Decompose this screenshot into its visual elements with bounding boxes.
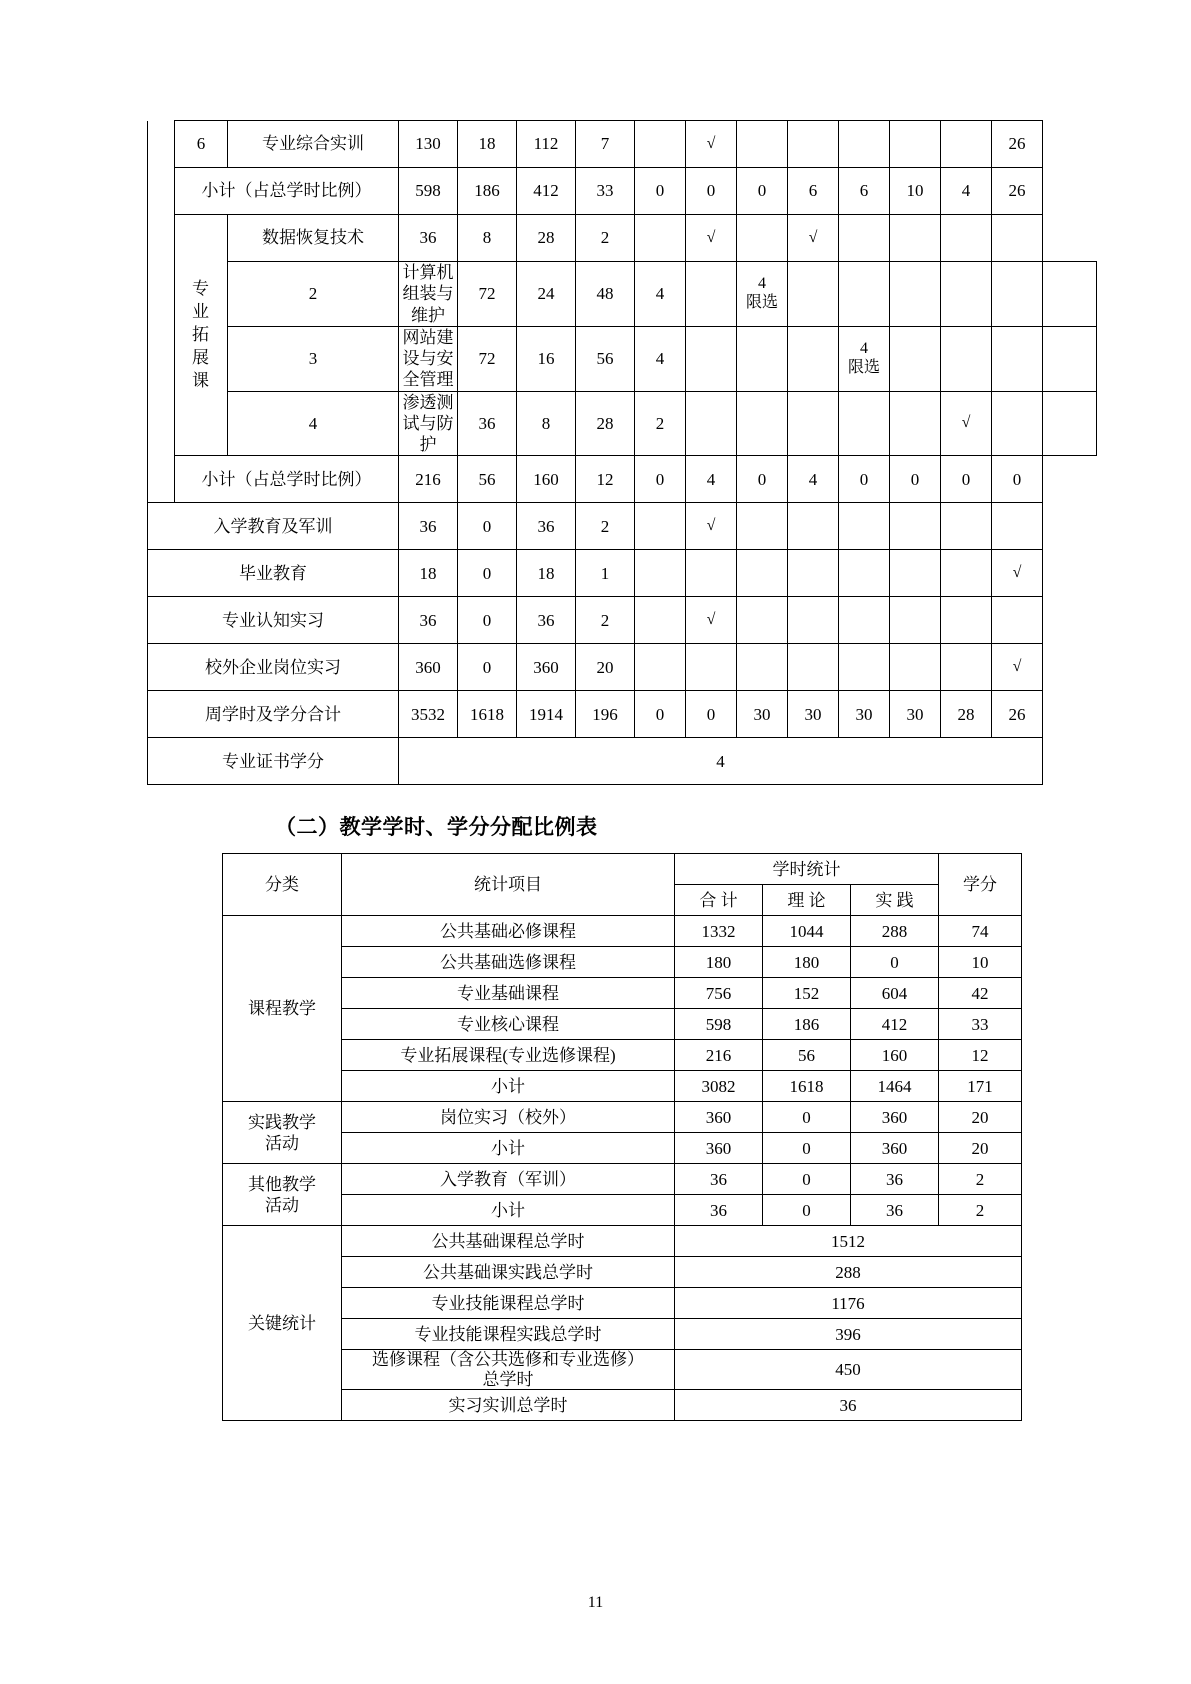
stat-practice: 604	[851, 978, 939, 1009]
semester-8: √	[992, 644, 1043, 691]
total-hours: 130	[399, 121, 458, 168]
course-name: 数据恢复技术	[228, 215, 399, 262]
table-row	[148, 691, 1097, 738]
table-row	[148, 262, 1097, 327]
semester-5	[890, 391, 941, 456]
semester-4	[839, 262, 890, 327]
semester-4: 4 限选	[839, 326, 890, 391]
header-hours-group: 学时统计	[675, 854, 939, 885]
stat-value: 1176	[675, 1288, 1022, 1319]
stat-credit: 33	[939, 1009, 1022, 1040]
semester-5	[839, 121, 890, 168]
semester-5	[839, 644, 890, 691]
total-hours: 360	[399, 644, 458, 691]
table-row	[223, 1164, 1022, 1195]
stat-value: 288	[675, 1257, 1022, 1288]
semester-3	[788, 391, 839, 456]
table-row	[148, 644, 1097, 691]
stat-practice: 412	[851, 1009, 939, 1040]
semester-7: 4	[941, 168, 992, 215]
stat-total: 216	[675, 1040, 763, 1071]
practice-hours: 1914	[517, 691, 576, 738]
semester-7	[941, 121, 992, 168]
header-item: 统计项目	[342, 854, 675, 916]
stat-total: 36	[675, 1195, 763, 1226]
course-name: 专业综合实训	[228, 121, 399, 168]
stat-credit: 42	[939, 978, 1022, 1009]
table-row	[148, 215, 1097, 262]
row-no: 6	[175, 121, 228, 168]
table-row	[223, 916, 1022, 947]
semester-5	[839, 597, 890, 644]
stat-practice: 36	[851, 1195, 939, 1226]
course-name: 渗透测试与防护	[399, 391, 458, 456]
semester-7	[992, 391, 1043, 456]
activity-name: 专业认知实习	[148, 597, 399, 644]
semester-3	[788, 262, 839, 327]
stat-total: 180	[675, 947, 763, 978]
semester-8: 26	[992, 121, 1043, 168]
theory-hours: 56	[458, 456, 517, 503]
semester-2: √	[686, 215, 737, 262]
theory-hours: 0	[458, 597, 517, 644]
practice-hours: 412	[517, 168, 576, 215]
stat-item: 专业拓展课程(专业选修课程)	[342, 1040, 675, 1071]
semester-4	[788, 644, 839, 691]
header-total: 合 计	[675, 885, 763, 916]
semester-1: 0	[635, 691, 686, 738]
semester-4: 6	[788, 168, 839, 215]
table-row	[223, 1102, 1022, 1133]
section-heading: （二）教学学时、学分分配比例表	[275, 815, 598, 840]
stat-total: 1332	[675, 916, 763, 947]
stat-item: 入学教育（军训）	[342, 1164, 675, 1195]
semester-3: 0	[737, 456, 788, 503]
semester-8: √	[992, 550, 1043, 597]
semester-4	[788, 121, 839, 168]
semester-2: √	[686, 597, 737, 644]
semester-3	[737, 121, 788, 168]
semester-2	[737, 326, 788, 391]
stat-item: 公共基础选修课程	[342, 947, 675, 978]
table-row	[223, 947, 1022, 978]
category-other-teaching: 其他教学 活动	[223, 1164, 342, 1226]
semester-5	[890, 262, 941, 327]
semester-4	[839, 391, 890, 456]
semester-7	[941, 597, 992, 644]
stat-theory: 0	[763, 1164, 851, 1195]
semester-8	[992, 215, 1043, 262]
table-row	[223, 1009, 1022, 1040]
semester-7	[941, 503, 992, 550]
semester-1	[686, 262, 737, 327]
table-row	[223, 1071, 1022, 1102]
semester-5	[839, 550, 890, 597]
semester-6	[941, 326, 992, 391]
stat-value: 450	[675, 1350, 1022, 1390]
semester-4: 30	[788, 691, 839, 738]
table-row	[223, 1226, 1022, 1257]
semester-8	[1043, 326, 1097, 391]
practice-hours: 160	[517, 456, 576, 503]
theory-hours: 0	[458, 644, 517, 691]
total-hours: 72	[458, 262, 517, 327]
semester-3	[737, 215, 788, 262]
category-practical-teaching: 实践教学 活动	[223, 1102, 342, 1164]
semester-5	[839, 215, 890, 262]
semester-6	[941, 262, 992, 327]
semester-6: 10	[890, 168, 941, 215]
table-row	[148, 168, 1097, 215]
stat-total: 360	[675, 1102, 763, 1133]
group-label-char: 拓	[192, 324, 210, 344]
table-row	[223, 1195, 1022, 1226]
stat-practice: 288	[851, 916, 939, 947]
practice-hours: 28	[576, 391, 635, 456]
theory-hours: 8	[517, 391, 576, 456]
group-label-char: 专	[192, 278, 210, 298]
semester-3	[737, 503, 788, 550]
theory-hours: 24	[517, 262, 576, 327]
practice-hours: 18	[517, 550, 576, 597]
table-row	[223, 978, 1022, 1009]
stat-theory: 1618	[763, 1071, 851, 1102]
table-row	[148, 391, 1097, 456]
stat-credit: 2	[939, 1195, 1022, 1226]
table-row	[223, 1133, 1022, 1164]
grand-total-label: 周学时及学分合计	[148, 691, 399, 738]
credits: 33	[576, 168, 635, 215]
credits: 20	[576, 644, 635, 691]
certificate-credits-value: 4	[399, 738, 1043, 785]
course-name: 网站建设与安全管理	[399, 326, 458, 391]
group-label-char: 业	[192, 301, 210, 321]
group-label-expansion-courses	[175, 215, 228, 456]
total-hours: 36	[399, 597, 458, 644]
row-no: 2	[228, 262, 399, 327]
semester-5: 6	[839, 168, 890, 215]
semester-3: 0	[737, 168, 788, 215]
practice-hours: 36	[517, 597, 576, 644]
theory-hours: 1618	[458, 691, 517, 738]
semester-1	[635, 215, 686, 262]
semester-4	[788, 503, 839, 550]
semester-8: 0	[992, 456, 1043, 503]
table-row	[148, 121, 1097, 168]
stat-practice: 1464	[851, 1071, 939, 1102]
semester-5	[839, 503, 890, 550]
stat-theory: 0	[763, 1102, 851, 1133]
semester-2: √	[686, 121, 737, 168]
stat-credit: 2	[939, 1164, 1022, 1195]
stat-item: 实习实训总学时	[342, 1390, 675, 1421]
table-header-row	[223, 854, 1022, 885]
semester-6: 30	[890, 691, 941, 738]
credits: 196	[576, 691, 635, 738]
stat-item: 公共基础课程总学时	[342, 1226, 675, 1257]
stat-item: 公共基础课实践总学时	[342, 1257, 675, 1288]
stat-item: 选修课程（含公共选修和专业选修） 总学时	[342, 1350, 675, 1390]
outer-blank-cell	[148, 121, 175, 503]
semester-3	[737, 644, 788, 691]
header-category: 分类	[223, 854, 342, 916]
semester-8	[992, 597, 1043, 644]
semester-7	[941, 550, 992, 597]
stats-table-body	[223, 854, 1022, 1421]
practice-hours: 36	[517, 503, 576, 550]
curriculum-table	[147, 120, 1097, 785]
semester-8: 26	[992, 691, 1043, 738]
semester-8	[1043, 391, 1097, 456]
semester-5: 30	[839, 691, 890, 738]
semester-2: 0	[686, 168, 737, 215]
category-key-statistics: 关键统计	[223, 1226, 342, 1421]
stat-item: 专业技能课程实践总学时	[342, 1319, 675, 1350]
semester-8: 26	[992, 168, 1043, 215]
stat-credit: 20	[939, 1102, 1022, 1133]
semester-4: √	[788, 215, 839, 262]
theory-hours: 18	[458, 121, 517, 168]
semester-3	[737, 597, 788, 644]
semester-2: 4	[686, 456, 737, 503]
stat-item: 小计	[342, 1195, 675, 1226]
semester-5: 0	[839, 456, 890, 503]
semester-1	[635, 503, 686, 550]
total-hours: 72	[458, 326, 517, 391]
stat-theory: 186	[763, 1009, 851, 1040]
semester-7	[992, 262, 1043, 327]
practice-hours: 112	[517, 121, 576, 168]
semester-1: 0	[635, 456, 686, 503]
semester-7	[941, 215, 992, 262]
semester-4	[788, 597, 839, 644]
semester-7	[941, 644, 992, 691]
semester-8	[992, 503, 1043, 550]
table-row	[223, 1319, 1022, 1350]
semester-6: 0	[890, 456, 941, 503]
header-credits: 学分	[939, 854, 1022, 916]
semester-1	[686, 326, 737, 391]
table-row	[223, 1040, 1022, 1071]
hours-credits-statistics-table	[222, 853, 1022, 1421]
semester-1: 0	[635, 168, 686, 215]
total-hours: 3532	[399, 691, 458, 738]
credits: 1	[576, 550, 635, 597]
stat-practice: 360	[851, 1133, 939, 1164]
practice-hours: 360	[517, 644, 576, 691]
stat-total: 3082	[675, 1071, 763, 1102]
credits: 4	[635, 262, 686, 327]
category-course-teaching: 课程教学	[223, 916, 342, 1102]
semester-1	[635, 550, 686, 597]
semester-2	[737, 391, 788, 456]
theory-hours: 16	[517, 326, 576, 391]
group-label-char: 展	[192, 347, 210, 367]
semester-1	[686, 391, 737, 456]
stat-theory: 0	[763, 1195, 851, 1226]
semester-3: 30	[737, 691, 788, 738]
stat-value: 36	[675, 1390, 1022, 1421]
semester-1	[635, 597, 686, 644]
stat-item: 小计	[342, 1071, 675, 1102]
stat-theory: 152	[763, 978, 851, 1009]
subtotal-label: 小计（占总学时比例）	[175, 456, 399, 503]
semester-6	[890, 121, 941, 168]
activity-name: 毕业教育	[148, 550, 399, 597]
stat-credit: 12	[939, 1040, 1022, 1071]
stat-item: 岗位实习（校外）	[342, 1102, 675, 1133]
semester-7	[992, 326, 1043, 391]
semester-4	[788, 550, 839, 597]
stat-practice: 360	[851, 1102, 939, 1133]
activity-name: 校外企业岗位实习	[148, 644, 399, 691]
stat-item: 公共基础必修课程	[342, 916, 675, 947]
theory-hours: 8	[458, 215, 517, 262]
stat-practice: 0	[851, 947, 939, 978]
stat-credit: 20	[939, 1133, 1022, 1164]
total-hours: 36	[458, 391, 517, 456]
stat-item: 专业技能课程总学时	[342, 1288, 675, 1319]
group-label-char: 课	[192, 370, 210, 390]
semester-6	[890, 550, 941, 597]
stat-total: 756	[675, 978, 763, 1009]
semester-2: √	[686, 503, 737, 550]
row-no: 4	[228, 391, 399, 456]
semester-2	[686, 550, 737, 597]
certificate-credits-label: 专业证书学分	[148, 738, 399, 785]
theory-hours: 0	[458, 503, 517, 550]
practice-hours: 28	[517, 215, 576, 262]
table-row	[223, 1288, 1022, 1319]
row-no: 3	[228, 326, 399, 391]
stat-value: 396	[675, 1319, 1022, 1350]
credits: 2	[576, 503, 635, 550]
semester-6	[890, 597, 941, 644]
credits: 2	[576, 215, 635, 262]
credits: 12	[576, 456, 635, 503]
semester-1	[635, 121, 686, 168]
credits: 2	[635, 391, 686, 456]
table-row	[148, 550, 1097, 597]
theory-hours: 0	[458, 550, 517, 597]
stat-theory: 0	[763, 1133, 851, 1164]
table-row	[223, 1350, 1022, 1390]
semester-1	[635, 644, 686, 691]
stat-credit: 171	[939, 1071, 1022, 1102]
semester-7: 0	[941, 456, 992, 503]
stat-total: 360	[675, 1133, 763, 1164]
semester-6	[890, 215, 941, 262]
total-hours: 18	[399, 550, 458, 597]
semester-6	[890, 644, 941, 691]
stat-item: 小计	[342, 1133, 675, 1164]
table-row	[223, 1257, 1022, 1288]
stat-credit: 10	[939, 947, 1022, 978]
stat-total: 36	[675, 1164, 763, 1195]
practice-hours: 48	[576, 262, 635, 327]
practice-hours: 56	[576, 326, 635, 391]
semester-6	[890, 503, 941, 550]
semester-6: √	[941, 391, 992, 456]
credits: 7	[576, 121, 635, 168]
stat-practice: 36	[851, 1164, 939, 1195]
stat-credit: 74	[939, 916, 1022, 947]
total-hours: 36	[399, 503, 458, 550]
stat-value: 1512	[675, 1226, 1022, 1257]
semester-4: 4	[788, 456, 839, 503]
semester-2	[686, 644, 737, 691]
theory-hours: 186	[458, 168, 517, 215]
header-theory: 理 论	[763, 885, 851, 916]
table-row	[148, 326, 1097, 391]
table-row	[148, 456, 1097, 503]
semester-3	[788, 326, 839, 391]
semester-2: 4 限选	[737, 262, 788, 327]
stat-theory: 180	[763, 947, 851, 978]
table-row	[148, 738, 1097, 785]
stat-item: 专业核心课程	[342, 1009, 675, 1040]
subtotal-label: 小计（占总学时比例）	[175, 168, 399, 215]
credits: 4	[635, 326, 686, 391]
semester-2: 0	[686, 691, 737, 738]
stat-total: 598	[675, 1009, 763, 1040]
stat-theory: 1044	[763, 916, 851, 947]
stat-theory: 56	[763, 1040, 851, 1071]
course-name: 计算机组装与维护	[399, 262, 458, 327]
total-hours: 598	[399, 168, 458, 215]
stat-practice: 160	[851, 1040, 939, 1071]
total-hours: 36	[399, 215, 458, 262]
semester-3	[737, 550, 788, 597]
page-number: 11	[587, 1594, 604, 1611]
table-row	[148, 503, 1097, 550]
table-row	[223, 1390, 1022, 1421]
credits: 2	[576, 597, 635, 644]
header-practice: 实 践	[851, 885, 939, 916]
curriculum-table-body	[148, 121, 1097, 785]
stat-item: 专业基础课程	[342, 978, 675, 1009]
semester-7: 28	[941, 691, 992, 738]
semester-8	[1043, 262, 1097, 327]
activity-name: 入学教育及军训	[148, 503, 399, 550]
total-hours: 216	[399, 456, 458, 503]
semester-5	[890, 326, 941, 391]
table-row	[148, 597, 1097, 644]
